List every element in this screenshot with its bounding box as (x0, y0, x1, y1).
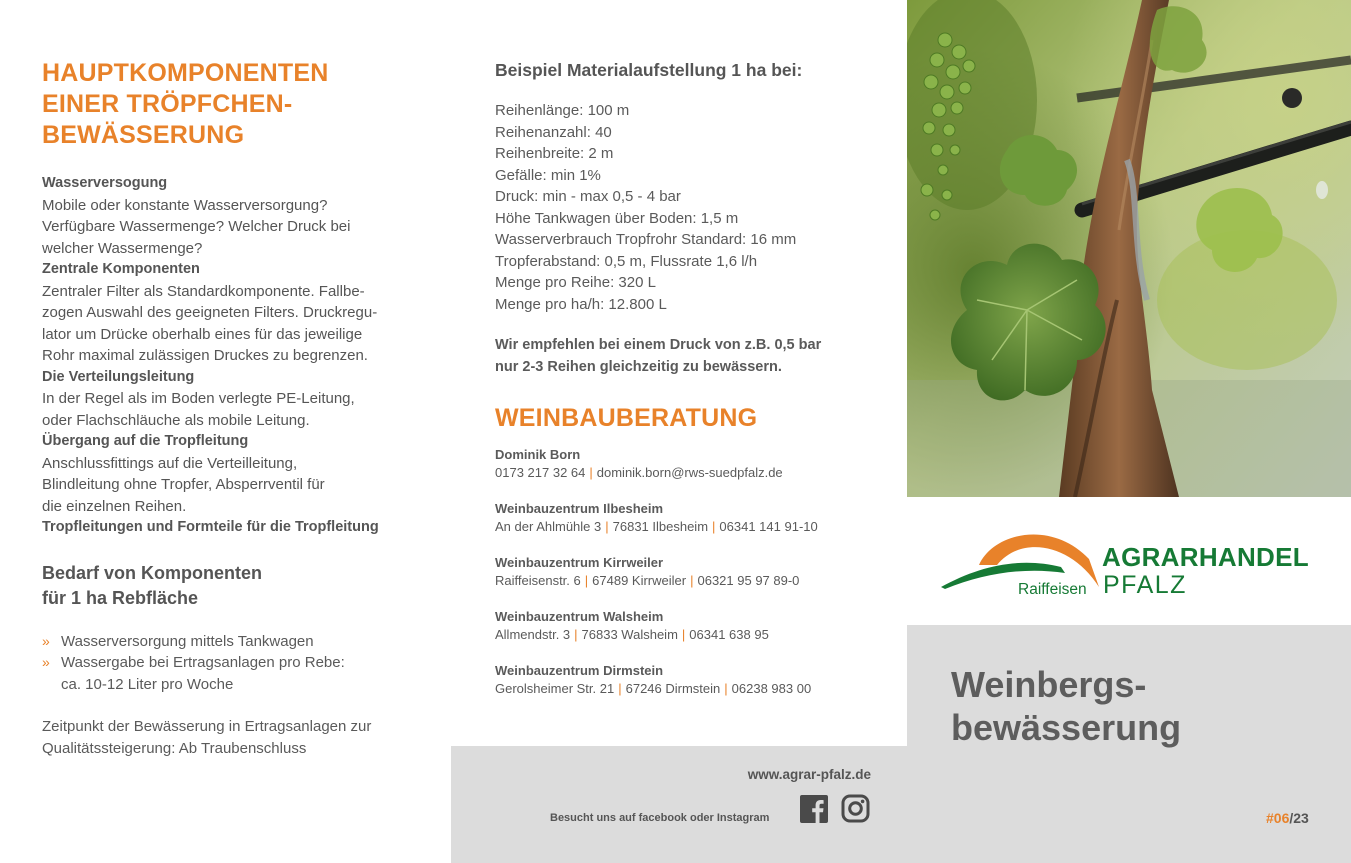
cover-title: Weinbergs- bewässerung (951, 664, 1182, 748)
contact-dominik-born (495, 446, 895, 481)
contact-details (495, 464, 895, 482)
separator: | (618, 680, 622, 696)
address-city: 67489 Kirrweiler (592, 572, 687, 588)
contact-details (495, 626, 895, 644)
timing-note: Zeitpunkt der Bewässerung in Ertragsanlagen zur Qualitätssteigerung: Ab Traubenschluss (42, 718, 372, 757)
separator: | (589, 464, 593, 480)
contact-kirrweiler (495, 554, 895, 589)
facebook-icon[interactable] (800, 795, 828, 823)
spec-line: Reihenlänge: 100 m (495, 102, 630, 119)
section-title: Tropfleitungen und Formteile für die Tropfleitung (42, 519, 379, 535)
section-transition (42, 431, 422, 517)
instagram-icon[interactable] (841, 794, 870, 823)
requirements-heading: Bedarf von Komponenten für 1 ha Rebfläche (42, 562, 263, 608)
list-item-text: Wasserversorgung mittels Tankwagen (61, 632, 314, 650)
brand-region: PFALZ (1103, 571, 1187, 599)
spec-line: Reihenanzahl: 40 (495, 123, 612, 141)
contact-name: Weinbauzentrum Kirrweiler (495, 555, 664, 570)
address-city: 76831 Ilbesheim (612, 518, 709, 534)
contact-name: Weinbauzentrum Dirmstein (495, 663, 664, 678)
section-title: Die Verteilungsleitung (42, 368, 195, 385)
spec-line: Wasserverbrauch Tropfrohr Standard: 16 mm (495, 231, 797, 248)
phone-link[interactable]: 0173 217 32 64 (495, 464, 586, 480)
separator: | (712, 518, 716, 534)
address-city: 76833 Walsheim (581, 626, 678, 642)
brand-raiffeisen: Raiffeisen (1018, 581, 1087, 598)
contact-name: Weinbauzentrum Ilbesheim (495, 501, 664, 516)
contact-list (495, 446, 895, 697)
brand-logo (907, 497, 1351, 625)
address-street: Allmendstr. 3 (495, 626, 571, 642)
section-distribution-line (42, 367, 422, 432)
contact-details (495, 572, 895, 590)
separator: | (724, 680, 728, 696)
list-item-text: Wassergabe bei Ertragsanlagen pro Rebe: ca. 10-12 Liter pro Woche (61, 654, 345, 693)
section-body: Mobile oder konstante Wasserversorgung? Verfügbare Wassermenge? Welcher Druck bei welcher Wassermenge? (42, 196, 351, 257)
vineyard-drip-irrigation-photo (907, 0, 1351, 497)
section-body: Anschlussfittings auf die Verteilleitung, Blindleitung ohne Tropfer, Absperrventil für die einzelnen Reihen. (42, 454, 325, 515)
advice-heading: WEINBAUBERATUNG (495, 404, 758, 432)
section-central-components (42, 259, 422, 367)
phone-link[interactable]: 06321 95 97 89-0 (697, 572, 800, 588)
spec-line: Gefälle: min 1% (495, 166, 601, 184)
separator: | (584, 572, 589, 588)
recommendation: Wir empfehlen bei einem Druck von z.B. 0,5 bar nur 2-3 Reihen gleichzeitig zu bewässern. (495, 337, 822, 375)
section-body: In der Regel als im Boden verlegte PE-Leitung, oder Flachschläuche als mobile Leitung. (42, 390, 355, 429)
spec-line: Reihenbreite: 2 m (495, 145, 614, 162)
contact-walsheim (495, 608, 895, 643)
section-body: Zentraler Filter als Standardkomponente. Fallbe- zogen Auswahl des geeigneten Filters. Druckregu- lator um Drücke oberhalb eines für das jeweilige Rohr maximal zulässigen Druckes zu begrenzen. (42, 282, 378, 364)
social-text: Besucht uns auf facebook oder Instagram (550, 812, 770, 824)
contact-name: Dominik Born (495, 447, 581, 462)
address-street: Gerolsheimer Str. 21 (495, 680, 615, 696)
issue-year: /23 (1289, 810, 1309, 826)
main-heading: HAUPTKOMPONENTEN EINER TRÖPFCHEN- BEWÄSSERUNG (42, 59, 329, 149)
website-link[interactable]: www.agrar-pfalz.de (747, 767, 871, 782)
materials-heading: Beispiel Materialaufstellung 1 ha bei: (495, 60, 803, 80)
bullet-mark: » (42, 632, 50, 649)
list-item (42, 631, 422, 653)
separator: | (681, 626, 686, 642)
spec-line: Menge pro Reihe: 320 L (495, 274, 656, 291)
brand-name: AGRARHANDEL (1102, 542, 1309, 572)
separator: | (574, 626, 578, 642)
contact-details (495, 518, 895, 536)
address-street: An der Ahlmühle 3 (495, 518, 602, 534)
footer-panel (451, 746, 907, 863)
address-city: 67246 Dirmstein (625, 680, 721, 696)
contact-name: Weinbauzentrum Walsheim (495, 609, 664, 624)
section-drip-lines (42, 517, 422, 539)
photo-illustration (907, 0, 1351, 497)
issue-number (1266, 810, 1309, 826)
separator: | (605, 518, 609, 534)
contact-details (495, 680, 895, 698)
cover-title-panel (907, 625, 1351, 863)
phone-link[interactable]: 06238 983 00 (731, 680, 812, 696)
materials-list (495, 100, 895, 315)
spec-line: Druck: min - max 0,5 - 4 bar (495, 188, 681, 205)
section-title: Übergang auf die Tropfleitung (42, 433, 249, 449)
contact-dirmstein (495, 662, 895, 697)
requirements-list (42, 631, 422, 696)
spec-line: Höhe Tankwagen über Boden: 1,5 m (495, 209, 739, 227)
phone-link[interactable]: 06341 638 95 (689, 626, 769, 642)
spec-line: Tropferabstand: 0,5 m, Flussrate 1,6 l/h (495, 252, 758, 270)
list-item (42, 652, 422, 695)
section-title: Wasserversogung (42, 175, 168, 191)
separator: | (690, 572, 694, 588)
email-link[interactable]: dominik.born@rws-suedpfalz.de (596, 464, 783, 480)
section-title: Zentrale Komponenten (42, 261, 200, 277)
spec-line: Menge pro ha/h: 12.800 L (495, 295, 667, 313)
issue-num: #06 (1266, 810, 1290, 826)
phone-link[interactable]: 06341 141 91-10 (719, 518, 818, 534)
component-sections (42, 173, 422, 539)
left-column (42, 58, 422, 759)
middle-column (495, 58, 895, 716)
contact-ilbesheim (495, 500, 895, 535)
bullet-mark: » (42, 654, 50, 670)
section-water-supply (42, 173, 422, 259)
address-street: Raiffeisenstr. 6 (495, 572, 581, 588)
